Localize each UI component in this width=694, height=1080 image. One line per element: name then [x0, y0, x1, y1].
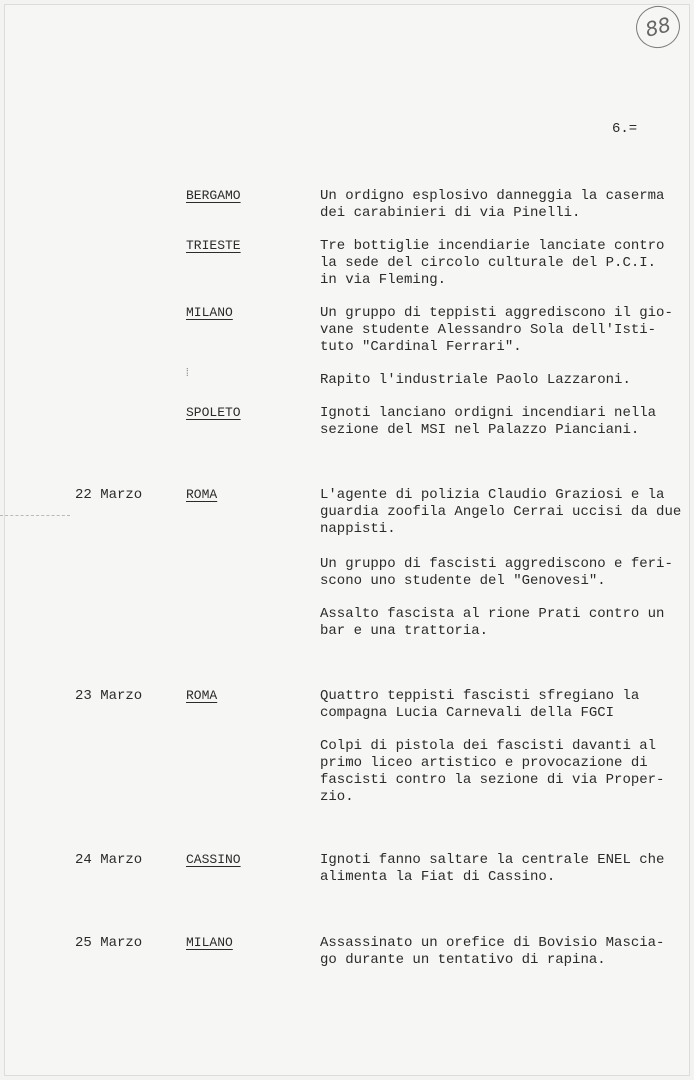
page-number: 6.= [612, 121, 638, 137]
event-description: Ignoti lanciano ordigni incendiari nella sezione del MSI nel Palazzo Pianciani. [320, 405, 657, 438]
event-description: Rapito l'industriale Paolo Lazzaroni. [320, 372, 631, 388]
event-place: ROMA [186, 688, 218, 703]
event-description: Assassinato un orefice di Bovisio Mascia- go durante un tentativo di rapina. [320, 935, 665, 968]
document-page [4, 4, 690, 1076]
event-description: Un gruppo di fascisti aggrediscono e feri- scono uno studente del "Genovesi". [320, 556, 673, 589]
event-place: SPOLETO [186, 405, 241, 420]
event-description: Un ordigno esplosivo danneggia la caserma dei carabinieri di via Pinelli. [320, 188, 665, 221]
event-place: MILANO [186, 935, 233, 950]
event-date: 25 Marzo [75, 935, 143, 951]
event-description: Assalto fascista al rione Prati contro un bar e una trattoria. [320, 606, 665, 639]
event-description: Ignoti fanno saltare la centrale ENEL che alimenta la Fiat di Cassino. [320, 852, 665, 885]
event-description: L'agente di polizia Claudio Graziosi e la guardia zoofila Angelo Cerrai uccisi da due nappisti. [320, 487, 682, 537]
event-place: BERGAMO [186, 188, 241, 203]
event-description: Un gruppo di teppisti aggrediscono il gio- vane studente Alessandro Sola dell'Isti- tuto "Cardinal Ferrari". [320, 305, 673, 355]
margin-mark [0, 515, 70, 516]
event-description: Colpi di pistola dei fascisti davanti al primo liceo artistico e provocazione di fascisti contro la sezione di via Proper- zio. [320, 738, 665, 805]
event-description: Quattro teppisti fascisti sfregiano la compagna Lucia Carnevali della FGCI [320, 688, 640, 721]
event-place: MILANO [186, 305, 233, 320]
event-date: 24 Marzo [75, 852, 143, 868]
event-description: Tre bottiglie incendiarie lanciate contro la sede del circolo culturale del P.C.I. in via Fleming. [320, 238, 665, 288]
event-place: ROMA [186, 487, 218, 502]
event-place: CASSINO [186, 852, 241, 867]
event-date: 23 Marzo [75, 688, 143, 704]
event-place: TRIESTE [186, 238, 241, 253]
stray-mark: ⁞ [184, 368, 191, 380]
archive-stamp: 88 [632, 1, 685, 52]
event-date: 22 Marzo [75, 487, 143, 503]
